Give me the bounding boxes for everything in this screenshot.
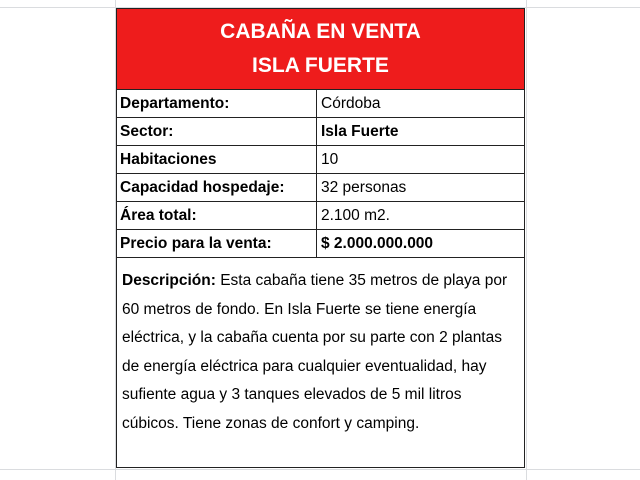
row-value: 32 personas: [321, 179, 407, 196]
row-label: Sector:: [117, 118, 317, 145]
details-table: [117, 90, 524, 258]
listing-card: [116, 8, 525, 468]
description-block: [117, 264, 524, 438]
row-habitaciones: [117, 146, 524, 174]
row-value: 2.100 m2.: [321, 207, 390, 224]
title-line-2: ISLA FUERTE: [252, 54, 389, 77]
row-label: Habitaciones: [117, 146, 317, 173]
row-value: Córdoba: [321, 95, 381, 112]
title-line-1: CABAÑA EN VENTA: [220, 20, 421, 43]
row-precio: [117, 230, 524, 258]
row-value: Isla Fuerte: [321, 123, 399, 140]
description-label: Descripción:: [122, 272, 216, 289]
description-text: Esta cabaña tiene 35 metros de playa por 60 metros de fondo. En Isla Fuerte se tiene energía eléctrica, y la cabaña cuenta por su parte con 2 plantas de energía eléctrica para cualquier eventualidad, hay sufiente agua y 3 tanques elevados de 5 mil litros cúbicos. Tiene zonas de confort y camping.: [122, 272, 508, 432]
row-value: $ 2.000.000.000: [321, 235, 434, 252]
row-capacidad: [117, 174, 524, 202]
row-label: Capacidad hospedaje:: [117, 174, 317, 201]
row-sector: [117, 118, 524, 146]
row-label: Precio para la venta:: [117, 230, 317, 257]
row-label: Departamento:: [117, 90, 317, 117]
row-area: [117, 202, 524, 230]
row-value: 10: [321, 151, 339, 168]
row-label: Área total:: [117, 202, 317, 229]
row-departamento: [117, 90, 524, 118]
title-header: [117, 9, 524, 90]
